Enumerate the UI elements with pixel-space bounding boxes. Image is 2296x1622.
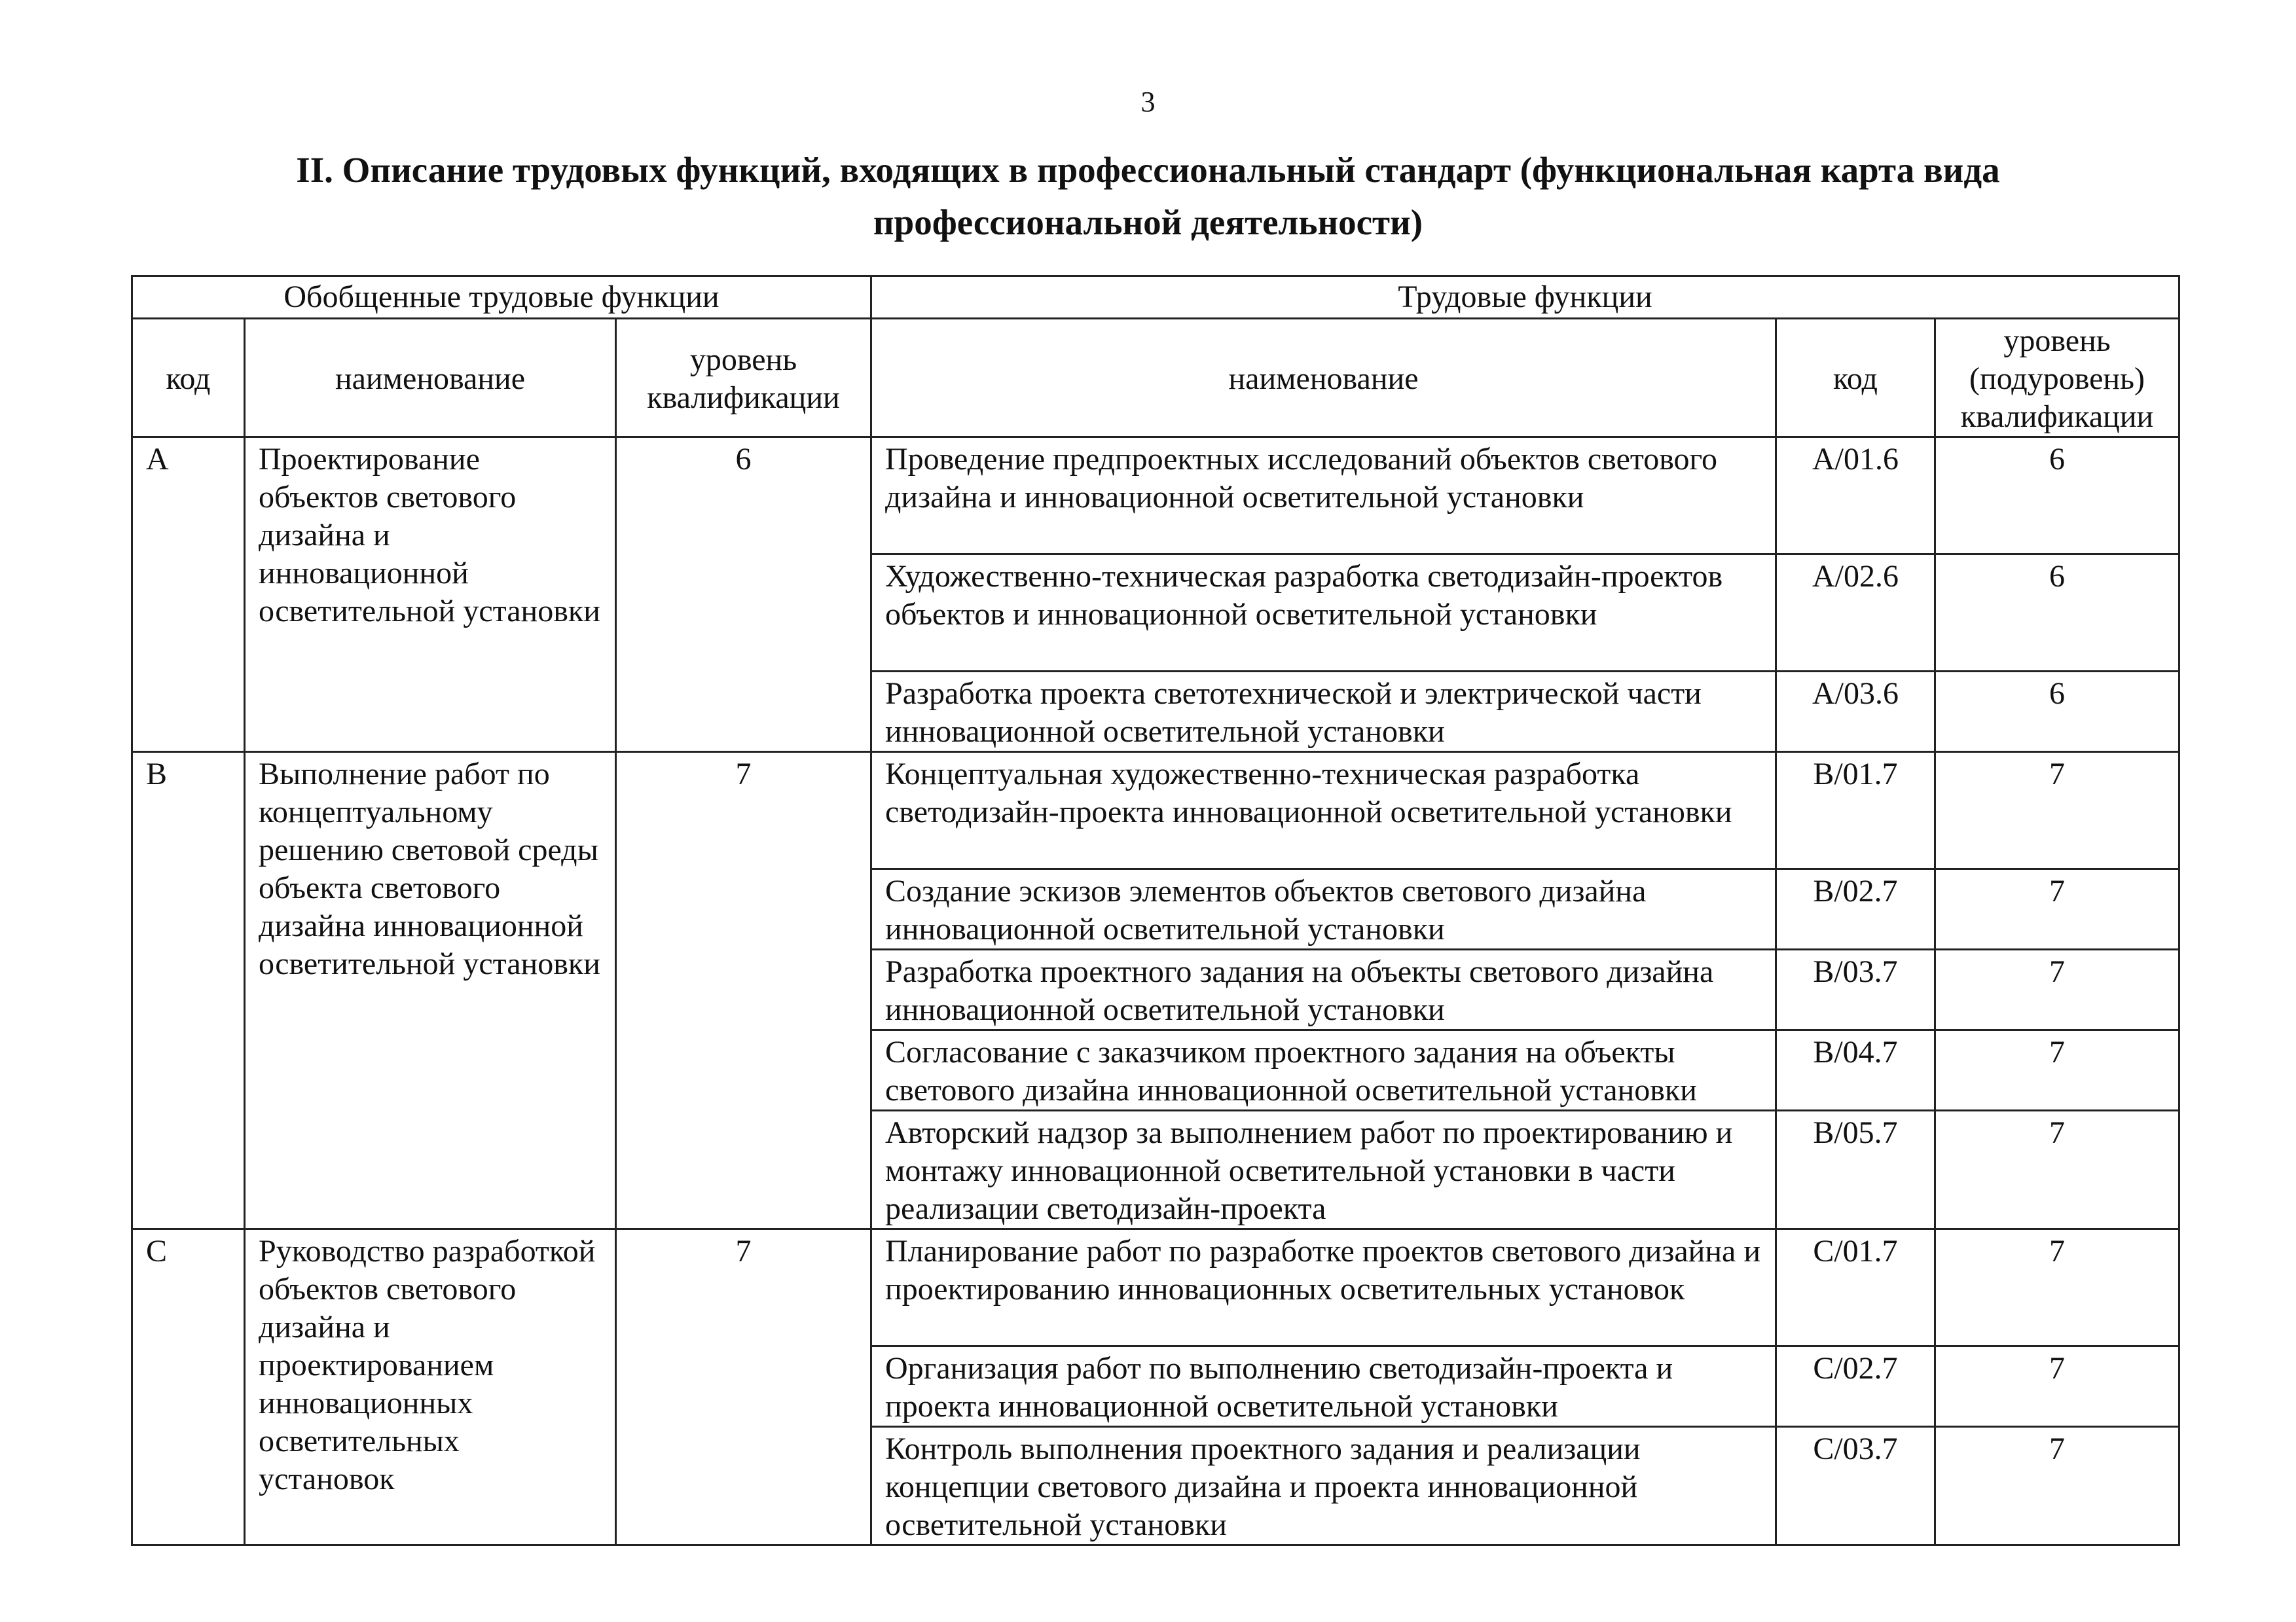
group-code: A	[132, 437, 245, 752]
group-code: C	[132, 1229, 245, 1545]
function-name: Согласование с заказчиком проектного задания на объекты светового дизайна инновационной осветительной установки	[871, 1030, 1776, 1111]
table-row	[132, 1229, 2179, 1346]
function-code: A/03.6	[1776, 672, 1935, 752]
col-header-code: код	[132, 319, 245, 437]
group-level: 7	[616, 1229, 871, 1545]
function-name: Планирование работ по разработке проектов светового дизайна и проектированию инновационных осветительных установок	[871, 1229, 1776, 1346]
function-code: B/02.7	[1776, 869, 1935, 950]
header-labor-functions: Трудовые функции	[871, 276, 2179, 319]
function-code: B/01.7	[1776, 752, 1935, 869]
function-name: Концептуальная художественно-техническая разработка светодизайн-проекта инновационной осветительной установки	[871, 752, 1776, 869]
section-heading-line-2: профессиональной деятельности)	[873, 202, 1423, 242]
col-header-function-name: наименование	[871, 319, 1776, 437]
group-name: Руководство разработкой объектов светового дизайна и проектированием инновационных осветительных установок	[245, 1229, 616, 1545]
function-code: A/02.6	[1776, 554, 1935, 672]
function-level: 6	[1935, 437, 2179, 554]
group-level: 7	[616, 752, 871, 1229]
table-row	[132, 752, 2179, 869]
group-level: 6	[616, 437, 871, 752]
col-header-function-code: код	[1776, 319, 1935, 437]
function-code: C/01.7	[1776, 1229, 1935, 1346]
function-name: Организация работ по выполнению светодизайн-проекта и проекта инновационной осветительной установки	[871, 1346, 1776, 1427]
function-level: 6	[1935, 672, 2179, 752]
table-row	[132, 437, 2179, 554]
group-name: Проектирование объектов светового дизайна и инновационной осветительной установки	[245, 437, 616, 752]
function-name: Художественно-техническая разработка светодизайн-проектов объектов и инновационной осветительной установки	[871, 554, 1776, 672]
section-heading	[196, 144, 2100, 249]
function-name: Разработка проектного задания на объекты светового дизайна инновационной осветительной установки	[871, 950, 1776, 1030]
function-level: 7	[1935, 752, 2179, 869]
group-name: Выполнение работ по концептуальному решению световой среды объекта светового дизайна инновационной осветительной установки	[245, 752, 616, 1229]
col-header-name: наименование	[245, 319, 616, 437]
function-code: B/05.7	[1776, 1111, 1935, 1229]
function-name: Проведение предпроектных исследований объектов светового дизайна и инновационной осветительной установки	[871, 437, 1776, 554]
functional-map-table	[131, 275, 2180, 1546]
function-level: 7	[1935, 1229, 2179, 1346]
header-generalized-functions: Обобщенные трудовые функции	[132, 276, 871, 319]
function-level: 7	[1935, 1427, 2179, 1545]
function-name: Контроль выполнения проектного задания и реализации концепции светового дизайна и проекта инновационной осветительной установки	[871, 1427, 1776, 1545]
function-level: 7	[1935, 950, 2179, 1030]
page-number: 3	[1140, 86, 1156, 118]
function-code: C/02.7	[1776, 1346, 1935, 1427]
col-header-function-level: уровень (подуровень) квалификации	[1935, 319, 2179, 437]
function-code: A/01.6	[1776, 437, 1935, 554]
function-code: B/03.7	[1776, 950, 1935, 1030]
function-level: 7	[1935, 1030, 2179, 1111]
function-code: B/04.7	[1776, 1030, 1935, 1111]
function-level: 7	[1935, 1111, 2179, 1229]
function-name: Разработка проекта светотехнической и электрической части инновационной осветительной установки	[871, 672, 1776, 752]
group-code: B	[132, 752, 245, 1229]
section-heading-line-1: II. Описание трудовых функций, входящих в профессиональный стандарт (функциональная карта вида	[296, 150, 2000, 190]
function-name: Создание эскизов элементов объектов светового дизайна инновационной осветительной установки	[871, 869, 1776, 950]
function-level: 6	[1935, 554, 2179, 672]
function-code: C/03.7	[1776, 1427, 1935, 1545]
function-name: Авторский надзор за выполнением работ по проектированию и монтажу инновационной осветительной установки в части реализации светодизайн-проекта	[871, 1111, 1776, 1229]
function-level: 7	[1935, 869, 2179, 950]
col-header-level: уровень квалификации	[616, 319, 871, 437]
function-level: 7	[1935, 1346, 2179, 1427]
